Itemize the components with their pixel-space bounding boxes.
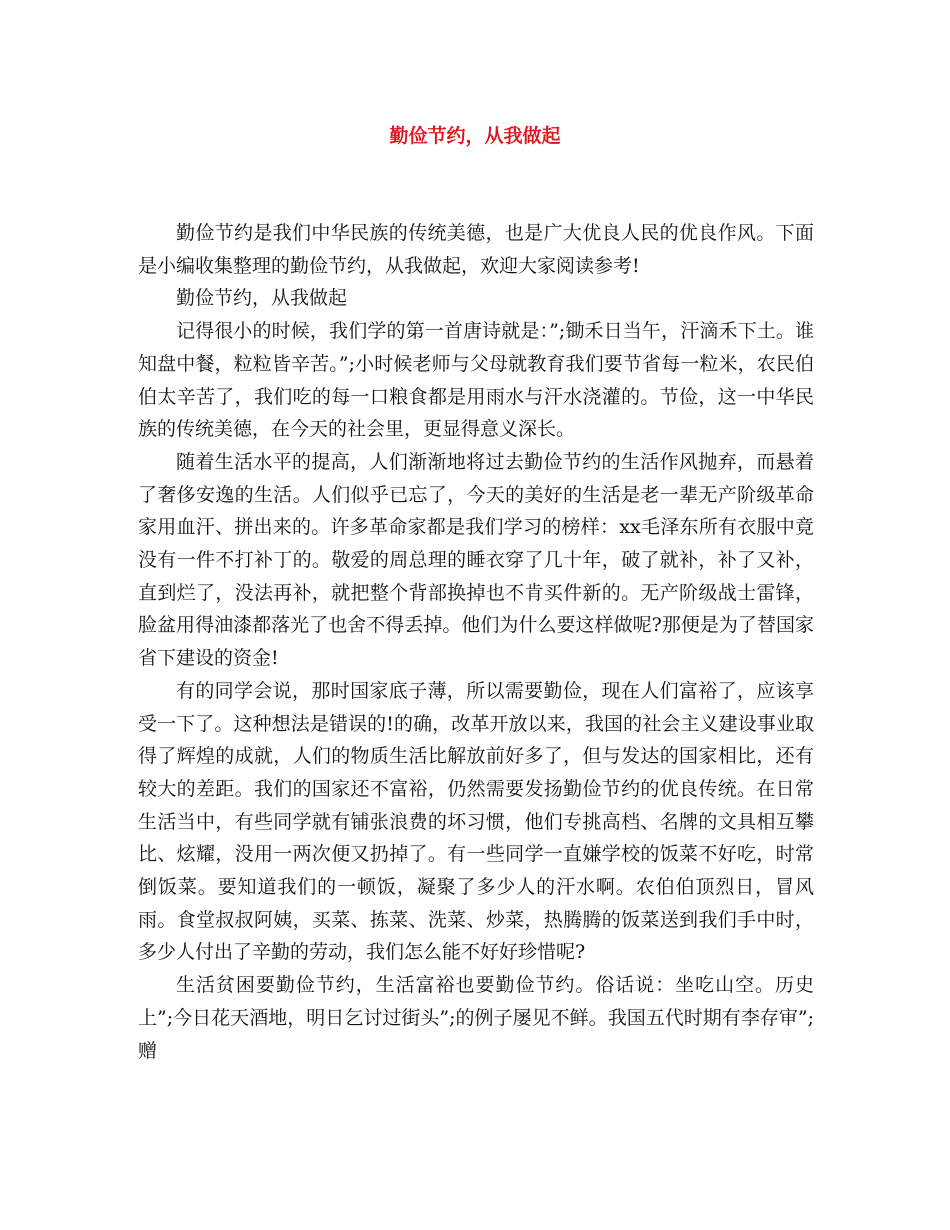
paragraph-history: 生活贫困要勤俭节约，生活富裕也要勤俭节约。俗话说：坐吃山空。历史上”;今日花天酒地，明日乞讨过街头”;的例子屡见不鲜。我国五代时期有李存审”;赠: [138, 974, 814, 1062]
paragraph-revolutionary-examples: 随着生活水平的提高，人们渐渐地将过去勤俭节约的生活作风抛弃，而悬着了奢侈安逸的生活。人们似乎已忘了，今天的美好的生活是老一辈无产阶级革命家用血汗、拼出来的。许多革命家都是我们学习的榜样：xx毛泽东所有衣服中竟没有一件不打补丁的。敬爱的周总理的睡衣穿了几十年，破了就补，补了又补，直到烂了，没法再补，就把整个背部换掉也不肯买件新的。无产阶级战士雷锋，脸盆用得油漆都落光了也舍不得丢掉。他们为什么要这样做呢?那便是为了替国家省下建设的资金!: [138, 450, 814, 670]
paragraph-intro: 勤俭节约是我们中华民族的传统美德，也是广大优良人民的优良作风。下面是小编收集整理的勤俭节约，从我做起，欢迎大家阅读参考!: [138, 222, 814, 277]
paragraph-subheading: 勤俭节约，从我做起: [176, 287, 348, 310]
paragraph-childhood-poem: 记得很小的时候，我们学的第一首唐诗就是：”;锄禾日当午，汗滴禾下土。谁知盘中餐，粒粒皆辛苦。”;小时候老师与父母就教育我们要节省每一粒米，农民伯伯太辛苦了，我们吃的每一口粮食都是用雨水与汗水浇灌的。节俭，这一中华民族的传统美德，在今天的社会里，更显得意义深长。: [138, 320, 814, 441]
paragraph-modern-waste: 有的同学会说，那时国家底子薄，所以需要勤俭，现在人们富裕了，应该享受一下了。这种想法是错误的!的确，改革开放以来，我国的社会主义建设事业取得了辉煌的成就，人们的物质生活比解放前好多了，但与发达的国家相比，还有较大的差距。我们的国家还不富裕，仍然需要发扬勤俭节约的优良传统。在日常生活当中，有些同学就有铺张浪费的坏习惯，他们专挑高档、名牌的文具相互攀比、炫耀，没用一两次便又扔掉了。有一些同学一直嫌学校的饭菜不好吃，时常倒饭菜。要知道我们的一顿饭，凝聚了多少人的汗水啊。农伯伯顶烈日，冒风雨。食堂叔叔阿姨，买菜、拣菜、洗菜、炒菜，热腾腾的饭菜送到我们手中时，多少人付出了辛勤的劳动，我们怎么能不好好珍惜呢?: [138, 679, 814, 964]
document-title: 勤俭节约，从我做起: [389, 125, 561, 147]
document-body: [138, 217, 814, 1067]
